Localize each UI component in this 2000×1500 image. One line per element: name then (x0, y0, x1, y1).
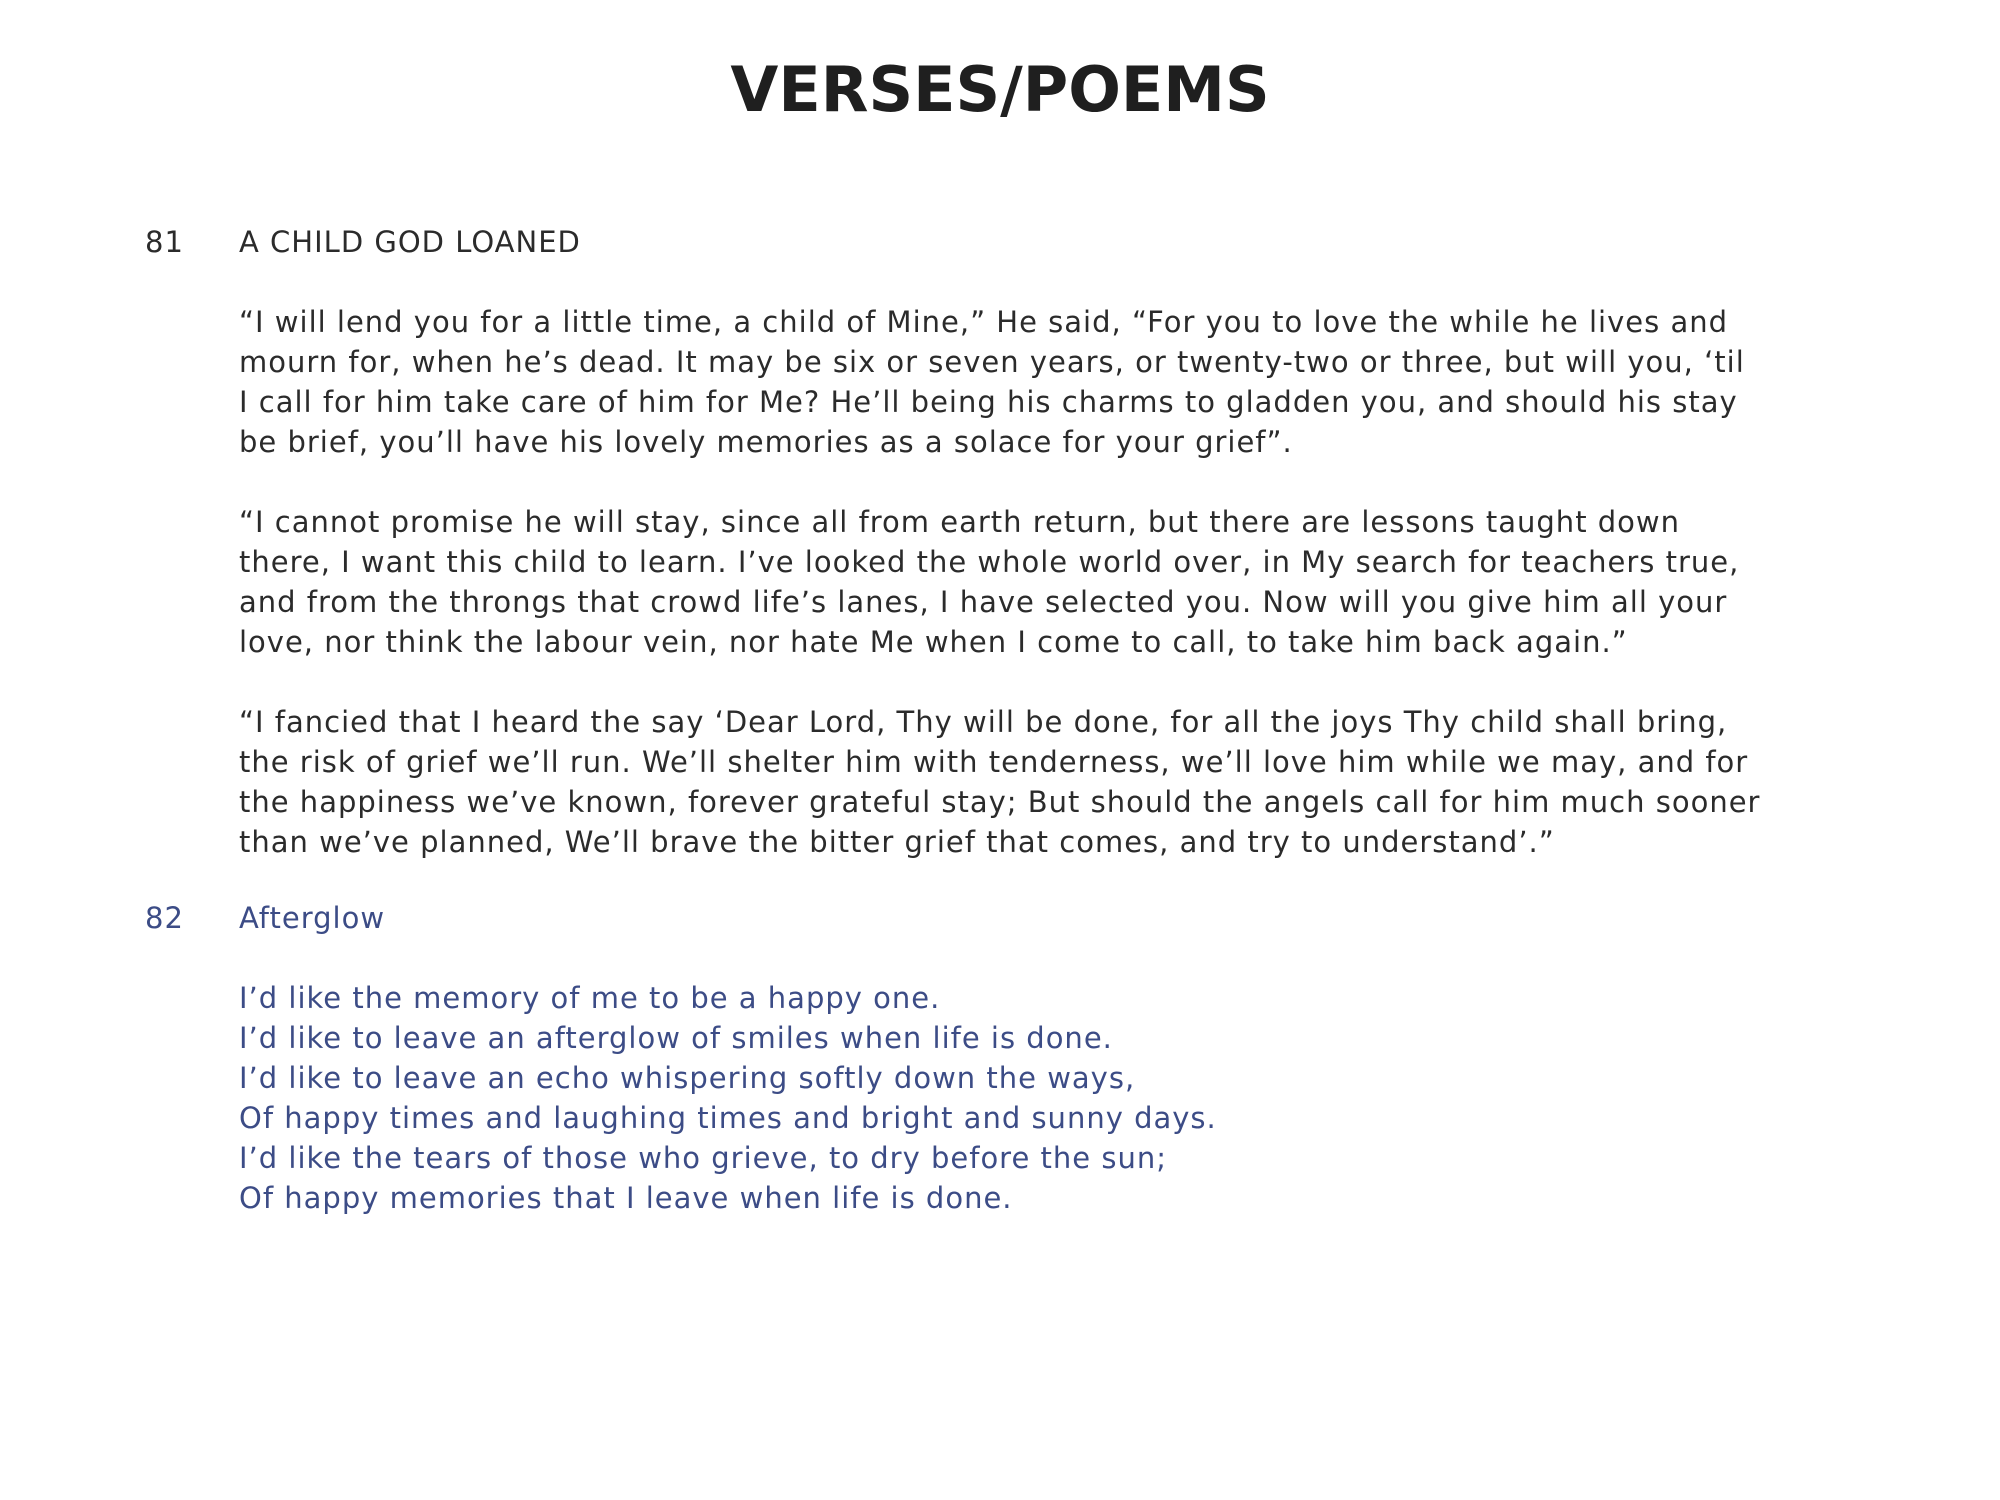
text-line: “I will lend you for a little time, a child of Mine,” He said, “For you to love the while he lives and (239, 305, 1729, 339)
paragraph (239, 502, 1859, 662)
paragraph (239, 702, 1859, 862)
text-line: and from the throngs that crowd life’s lanes, I have selected you. Now will you give him all your (239, 585, 1728, 619)
entry-title: A CHILD GOD LOANED (239, 225, 581, 259)
poem-line: I’d like the memory of me to be a happy one. (239, 981, 941, 1015)
poem-line: I’d like the tears of those who grieve, to dry before the sun; (239, 1141, 1167, 1175)
text-line: the happiness we’ve known, forever grateful stay; But should the angels call for him much sooner (239, 785, 1761, 819)
poem-line: Of happy times and laughing times and bright and sunny days. (239, 1101, 1217, 1135)
entry-body (239, 978, 1859, 1218)
text-line: “I fancied that I heard the say ‘Dear Lord, Thy will be done, for all the joys Thy child shall bring, (239, 705, 1728, 739)
poem-line: I’d like to leave an echo whispering softly down the ways, (239, 1061, 1136, 1095)
poem-line: I’d like to leave an afterglow of smiles when life is done. (239, 1021, 1113, 1055)
text-line: love, nor think the labour vein, nor hate Me when I come to call, to take him back again.” (239, 625, 1628, 659)
text-line: I call for him take care of him for Me? He’ll being his charms to gladden you, and should his stay (239, 385, 1738, 419)
text-line: there, I want this child to learn. I’ve looked the whole world over, in My search for teachers true, (239, 545, 1740, 579)
text-line: be brief, you’ll have his lovely memories as a solace for your grief”. (239, 425, 1293, 459)
entry-number: 82 (145, 901, 184, 935)
text-line: mourn for, when he’s dead. It may be six or seven years, or twenty-two or three, but will you, ‘til (239, 345, 1745, 379)
paragraph (239, 302, 1859, 462)
entry-title: Afterglow (239, 901, 386, 935)
entry-body (239, 302, 1859, 902)
text-line: the risk of grief we’ll run. We’ll shelter him with tenderness, we’ll love him while we may, and for (239, 745, 1749, 779)
text-line: than we’ve planned, We’ll brave the bitter grief that comes, and try to understand’.” (239, 825, 1555, 859)
text-line: “I cannot promise he will stay, since all from earth return, but there are lessons taught down (239, 505, 1681, 539)
entry-number: 81 (145, 225, 184, 259)
page-title: VERSES/POEMS (730, 53, 1270, 126)
poem-line: Of happy memories that I leave when life is done. (239, 1181, 1013, 1215)
